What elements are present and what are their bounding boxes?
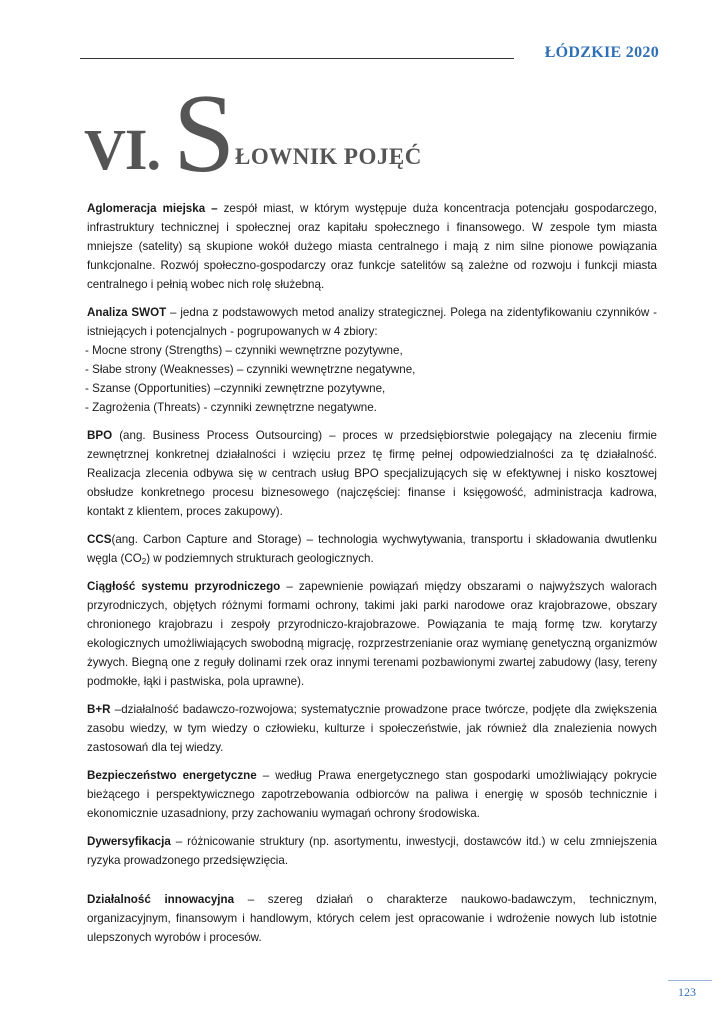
glossary-entry-dzialalnosc: [87, 890, 657, 947]
chapter-initial: S: [173, 72, 236, 196]
entry-term: CCS: [87, 533, 112, 546]
glossary-entry-dywersyfikacja: [87, 832, 657, 870]
entry-definition: –działalność badawczo-rozwojowa; systematycznie prowadzone prace twórcze, podjęte dla zwiększenia zasobu wiedzy, w tym wiedzy o człowieku, kulturze i społeczeństwie, jak również dla znalezienia nowych zastosowań dla tej wiedzy.: [87, 703, 657, 754]
glossary-entry-bpo: [87, 426, 657, 521]
entry-definition: – szereg działań o charakterze naukowo-badawczym, technicznym, organizacyjnym, finansowym i handlowym, których celem jest opracowanie i wdrożenie nowych lub istotnie ulepszonych wyrobów i procesów.: [87, 893, 657, 944]
entry-term: Dywersyfikacja: [87, 835, 171, 848]
entry-term: BPO: [87, 429, 113, 442]
entry-term: Aglomeracja miejska –: [87, 202, 218, 215]
chapter-number: VI.: [84, 117, 160, 182]
glossary-entry-swot: [87, 303, 657, 417]
list-item: - Słabe strony (Weaknesses) – czynniki wewnętrzne negatywne,: [85, 363, 416, 376]
chapter-title-rest: ŁOWNIK POJĘĆ: [235, 144, 422, 169]
entry-term: Działalność innowacyjna: [87, 893, 235, 906]
subscript: 2: [141, 557, 147, 566]
header-divider: [80, 58, 514, 59]
entry-definition: – według Prawa energetycznego stan gospodarki umożliwiający pokrycie bieżącego i perspektywicznego zapotrzebowania odbiorców na paliwa i energię w sposób technicznie i ekonomicznie uzasadniony, przy zachowaniu wymagań ochrony środowiska.: [87, 769, 657, 820]
list-item: - Szanse (Opportunities) –czynniki zewnętrzne pozytywne,: [85, 382, 386, 395]
entry-term: Bezpieczeństwo energetyczne: [87, 769, 257, 782]
header-title: ŁÓDZKIE 2020: [544, 44, 659, 61]
entry-term: Analiza SWOT: [87, 306, 167, 319]
entry-definition: – zapewnienie powiązań między obszarami o najwyższych walorach przyrodniczych, objętych różnymi formami ochrony, takimi jaki parki narodowe oraz krajobrazowe, obszary chronionego krajobrazu i zespoły przyrodniczo-krajobrazowe. Powiązania te mają formę tzw. korytarzy ekologicznych umożliwiających swobodną migrację, rozprzestrzenianie oraz wymianę genetyczną organizmów żywych. Biegną one z reguły dolinami rzek oraz innymi terenami pozbawionymi zwartej zabudowy (lasy, tereny podmokłe, łąki i pastwiska, pola uprawne).: [87, 580, 658, 688]
glossary-entry-bezpieczenstwo: [87, 766, 657, 823]
entry-term: B+R: [87, 703, 111, 716]
entry-definition-tail: ) w podziemnych strukturach geologicznych.: [146, 552, 374, 565]
footer-divider: [668, 980, 712, 981]
list-item: - Zagrożenia (Threats) - czynniki zewnętrzne negatywne.: [85, 401, 377, 414]
entry-term: Ciągłość systemu przyrodniczego: [87, 580, 281, 593]
entry-definition: (ang. Business Process Outsourcing) – proces w przedsiębiorstwie polegający na zleceniu firmie zewnętrznej konkretnej działalności i wzięciu przez tę firmę pełnej odpowiedzialności za tę działalność. Realizacja zlecenia odbywa się w centrach usług BPO specjalizujących się w efektywnej i nisko kosztowej obsłudze konkretnego procesu biznesowego (najczęściej: finanse i księgowość, administracja kadrowa, kontakt z klientem, proces zakupowy).: [87, 429, 657, 518]
glossary-entry-ccs: [87, 530, 657, 568]
entry-definition: zespół miast, w którym występuje duża koncentracja potencjału gospodarczego, infrastruktury technicznej i społecznej oraz kapitału społecznego i finansowego. W zespole tym miasta mniejsze (satelity) są skupione wokół dużego miasta centralnego i mają z nim silne pionowe powiązania funkcjonalne. Rozwój społeczno-gospodarczy oraz funkcje satelitów są zależne od rozwoju i funkcji miasta centralnego i pełnią wobec nich rolę służebną.: [87, 202, 657, 291]
entry-definition: – jedna z podstawowych metod analizy strategicznej. Polega na zidentyfikowaniu czynników - istniejących i potencjalnych - pogrupowanych w 4 zbiory:: [87, 306, 657, 338]
glossary: [87, 199, 657, 956]
page-number: 123: [678, 985, 696, 999]
entry-definition: (ang. Carbon Capture and Storage) – technologia wychwytywania, transportu i składowania dwutlenku węgla (CO: [87, 533, 657, 565]
glossary-entry-br: [87, 700, 657, 757]
glossary-entry-aglomeracja: [87, 199, 657, 294]
entry-definition: – różnicowanie struktury (np. asortymentu, inwestycji, dostawców itd.) w celu zmniejszenia ryzyka prowadzonego przedsięwzięcia.: [87, 835, 657, 867]
list-item: - Mocne strony (Strengths) – czynniki wewnętrzne pozytywne,: [85, 344, 403, 357]
glossary-entry-ciaglosc: [87, 577, 657, 691]
